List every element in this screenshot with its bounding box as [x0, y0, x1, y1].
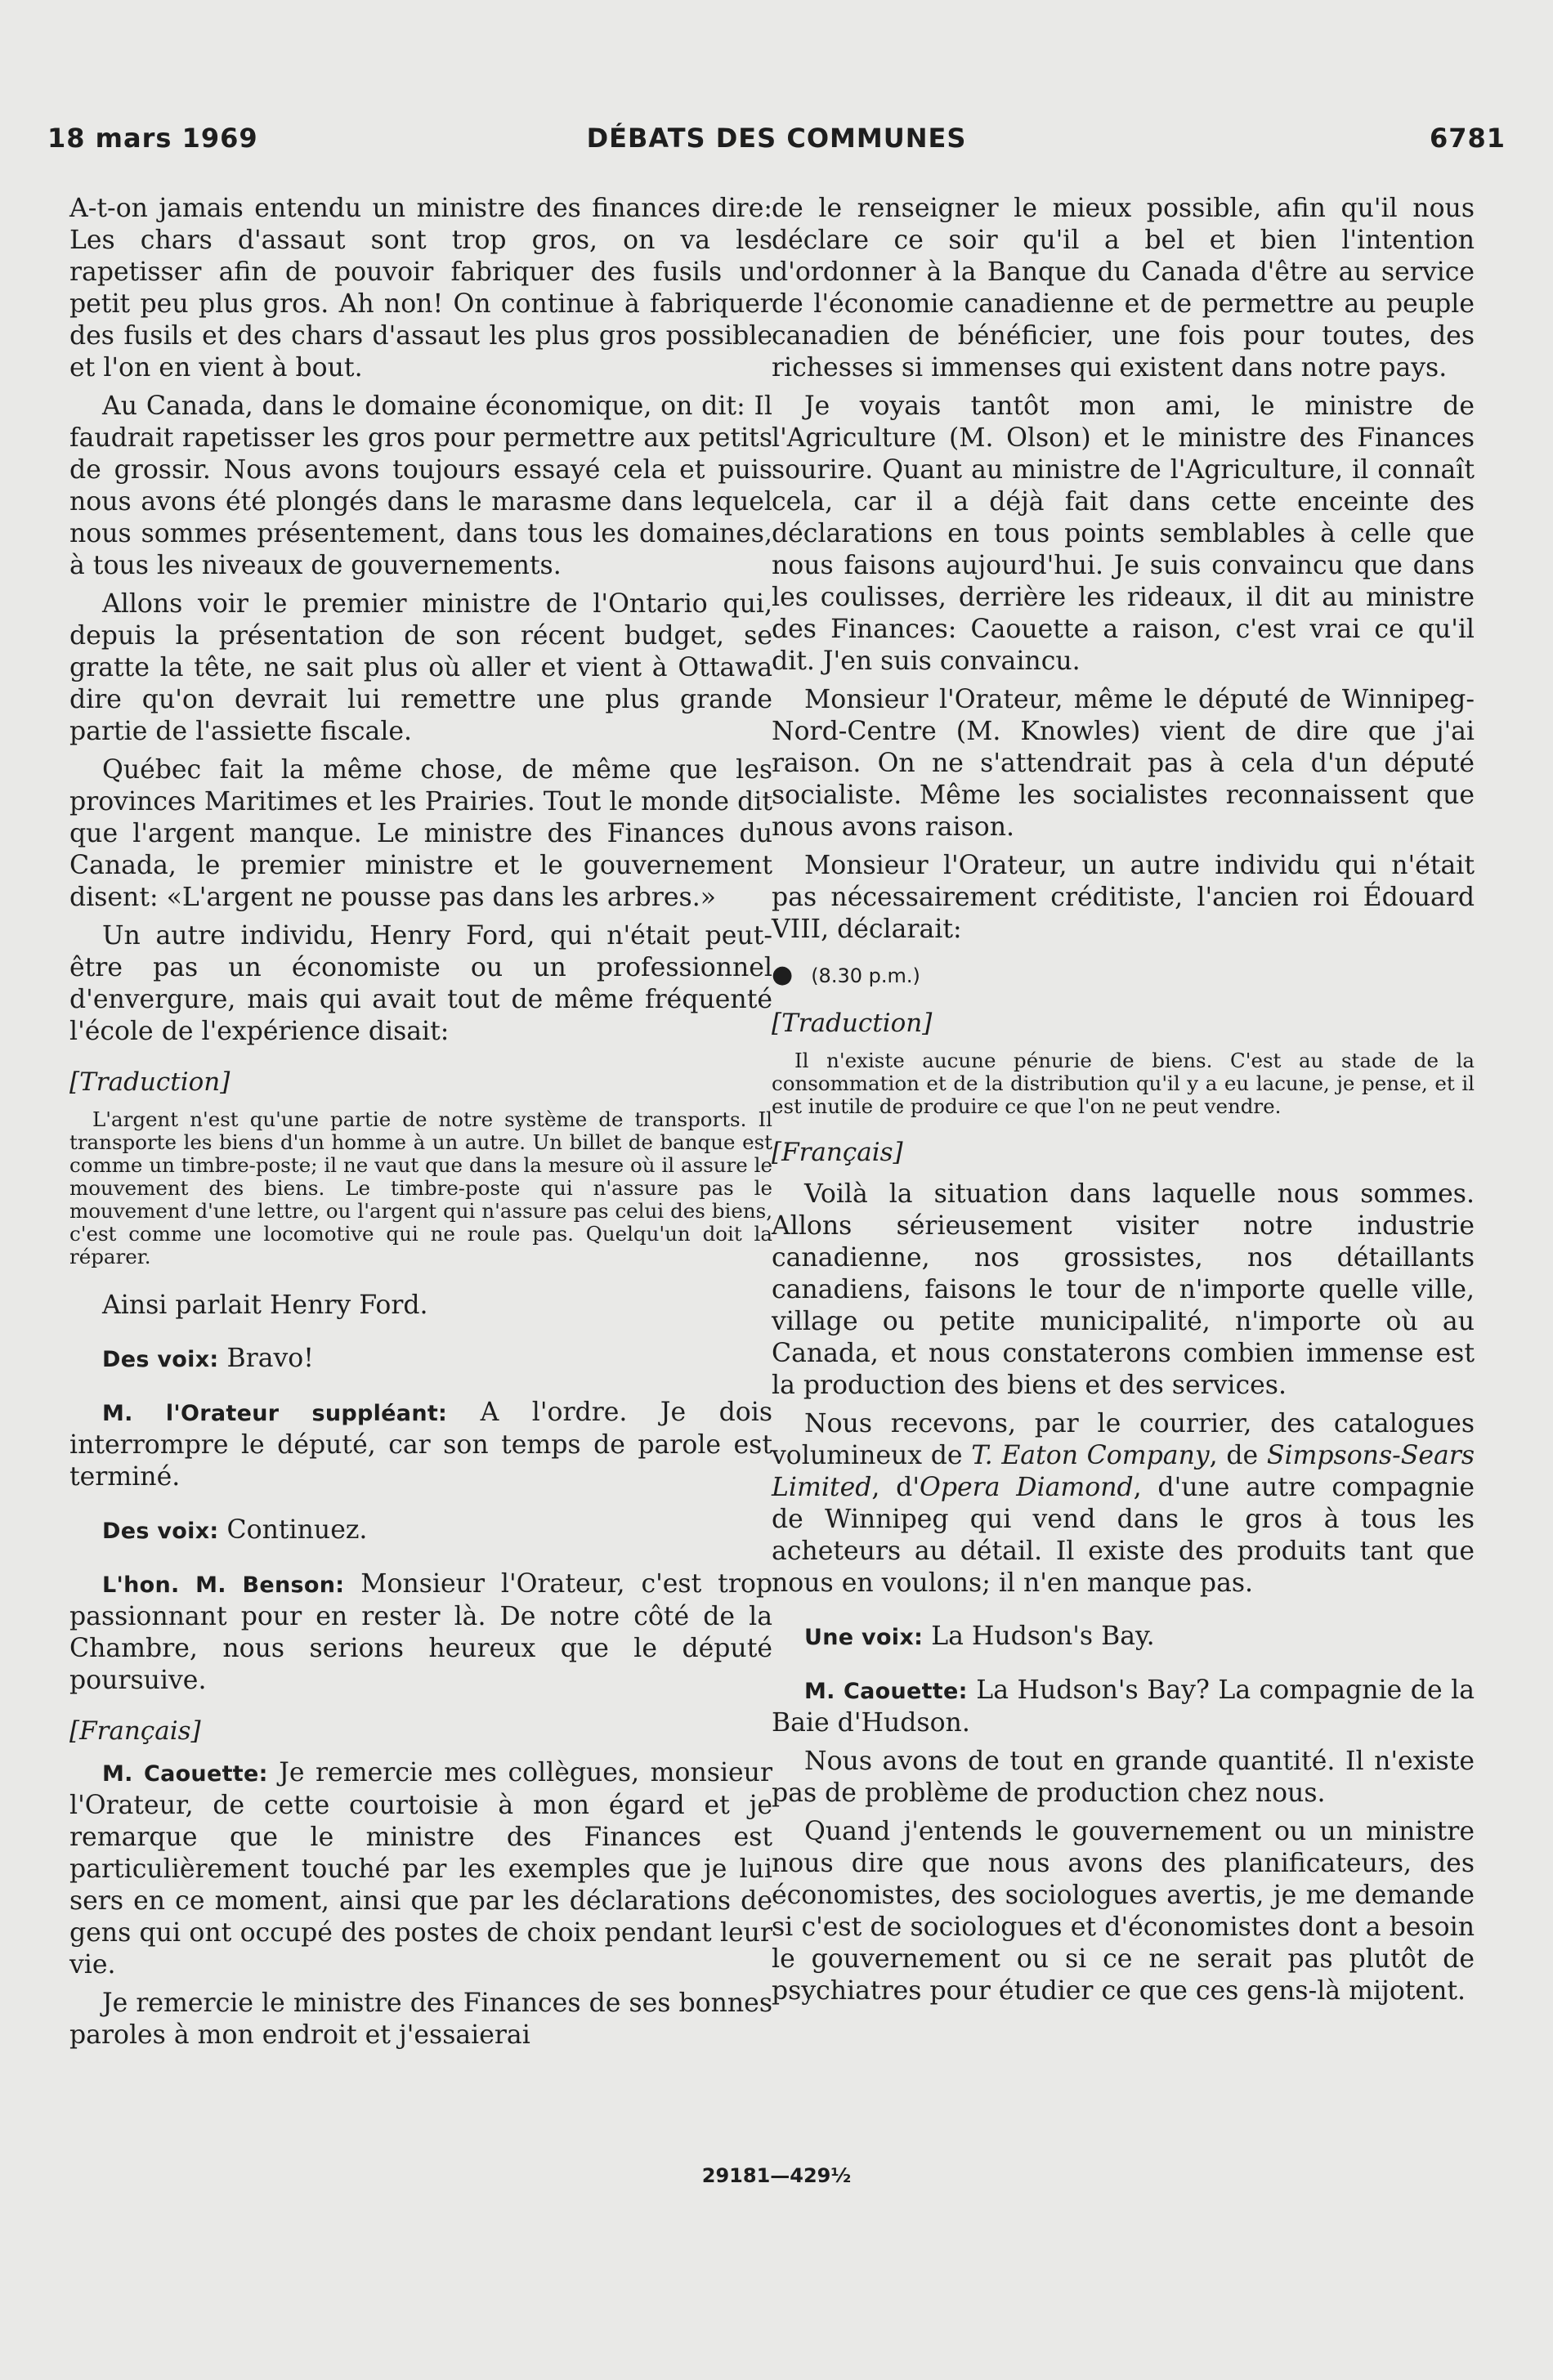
paragraph: Nous avons de tout en grande quantité. Il n'existe pas de problème de production chez nous.: [772, 1747, 1475, 1808]
paragraph: Au Canada, dans le domaine économique, on dit: Il faudrait rapetisser les gros pour permettre aux petits de grossir. Nous avons toujours essayé cela et puis nous avons été plongés dans le marasme dans lequel nous sommes présentement, dans tous les domaines, à tous les niveaux de gouvernements.: [69, 391, 772, 580]
text-run: Nous recevons, par le courrier, des catalogues volumineux de: [772, 1409, 1475, 1470]
speech-entry: [772, 1675, 1475, 1739]
speech-text: Continuez.: [218, 1515, 368, 1545]
speaker-name: Des voix:: [102, 1347, 219, 1372]
block-quote: L'argent n'est qu'une partie de notre système de transports. Il transporte les biens d'un homme à un autre. Un billet de banque est comme un timbre-poste; il ne vaut que dans la mesure où il assure le mouvement des biens. Le timbre-poste qui n'assure pas le mouvement d'une lettre, ou l'argent qui n'assure pas celui des biens, c'est comme une locomotive qui ne roule pas. Quelqu'un doit la réparer.: [69, 1107, 772, 1268]
page-header: [47, 123, 1506, 172]
speaker-name: M. Caouette:: [804, 1679, 968, 1704]
speech-text: La Hudson's Bay.: [923, 1622, 1155, 1651]
paragraph: Ainsi parlait Henry Ford.: [102, 1291, 428, 1320]
header-page-number: 6781: [1429, 123, 1506, 154]
paragraph: A-t-on jamais entendu un ministre des finances dire: Les chars d'assaut sont trop gros, on va les rapetisser afin de pouvoir fabriquer des fusils un petit peu plus gros. Ah non! On continue à fabriquer des fusils et des chars d'assaut les plus gros possible et l'on en vient à bout.: [69, 194, 772, 382]
section-tag: [Traduction]: [772, 1009, 933, 1038]
time-stamp: (8.30 p.m.): [811, 964, 920, 987]
company-name: Opera Diamond: [920, 1473, 1134, 1502]
paragraph: [772, 1408, 1475, 1599]
speech-entry: [69, 1514, 772, 1547]
paragraph: Québec fait la même chose, de même que les provinces Maritimes et les Prairies. Tout le monde dit que l'argent manque. Le ministre des Finances du Canada, le premier ministre et le gouvernement disent: «L'argent ne pousse pas dans les arbres.»: [69, 755, 772, 912]
section-tag: [Français]: [772, 1138, 903, 1167]
text-run: , de: [1209, 1441, 1267, 1470]
header-title: DÉBATS DES COMMUNES: [586, 123, 967, 154]
speech-text: Bravo!: [218, 1344, 314, 1373]
paragraph: Quand j'entends le gouvernement ou un ministre nous dire que nous avons des planificateurs, des économistes, des sociologues avertis, je me demande si c'est de sociologues et d'économistes dont a besoin le gouvernement ou si ce ne serait pas plutôt de psychiatres pour étudier ce que ces gens-là mijotent.: [772, 1817, 1475, 2006]
speaker-name: L'hon. M. Benson:: [102, 1572, 345, 1598]
paragraph: Monsieur l'Orateur, même le député de Winnipeg-Nord-Centre (M. Knowles) vient de dire que j'ai raison. On ne s'attendrait pas à cela d'un député socialiste. Même les socialistes reconnaissent que nous avons raison.: [772, 685, 1475, 842]
speaker-name: Une voix:: [804, 1625, 924, 1650]
speech-entry: [772, 1621, 1475, 1653]
speech-entry: [69, 1397, 772, 1493]
section-tag: [Français]: [69, 1716, 201, 1746]
paragraph: Je voyais tantôt mon ami, le ministre de l'Agriculture (M. Olson) et le ministre des Finances sourire. Quant au ministre de l'Agriculture, il connaît cela, car il a déjà fait dans cette enceinte des déclarations en tous points semblables à celle que nous faisons aujourd'hui. Je suis convaincu que dans les coulisses, derrière les rideaux, il dit au ministre des Finances: Caouette a raison, c'est vrai ce qu'il dit. J'en suis convaincu.: [772, 391, 1475, 676]
speech-text: La Hudson's Bay? La compagnie de la Baie d'Hudson.: [772, 1675, 1475, 1738]
paragraph: Voilà la situation dans laquelle nous sommes. Allons sérieusement visiter notre industrie canadienne, nos grossistes, nos détaillants canadiens, faisons le tour de n'importe quelle ville, village ou petite municipalité, n'importe où au Canada, et nous constaterons combien immense est la production des biens et des services.: [772, 1179, 1475, 1400]
speech-text: A l'ordre. Je dois interrompre le député, car son temps de parole est terminé.: [69, 1398, 772, 1492]
paragraph: Monsieur l'Orateur, un autre individu qui n'était pas nécessairement créditiste, l'ancien roi Édouard VIII, déclarait:: [772, 851, 1475, 944]
section-tag: [Traduction]: [69, 1067, 230, 1097]
left-column: [69, 193, 772, 2058]
header-date: 18 mars 1969: [47, 123, 258, 154]
text-run: , d'une autre compagnie de Winnipeg qui vend dans le gros à tous les acheteurs au détail. Il existe des produits tant que nous en voulons; il n'en manque pas.: [772, 1473, 1475, 1598]
time-marker: [772, 960, 1475, 989]
page-footer: 29181—429½: [701, 2164, 852, 2187]
paragraph: Un autre individu, Henry Ford, qui n'était peut-être pas un économiste ou un professionnel d'envergure, mais qui avait tout de même fréquenté l'école de l'expérience disait:: [69, 921, 772, 1046]
speech-entry: [69, 1343, 772, 1376]
paragraph: de le renseigner le mieux possible, afin qu'il nous déclare ce soir qu'il a bel et bien l'intention d'ordonner à la Banque du Canada d'être au service de l'économie canadienne et de permettre au peuple canadien de bénéficier, une fois pour toutes, des richesses si immenses qui existent dans notre pays.: [772, 194, 1475, 382]
speech-entry: [69, 1568, 772, 1697]
company-name: T. Eaton Company: [971, 1441, 1210, 1470]
paragraph: Allons voir le premier ministre de l'Ontario qui, depuis la présentation de son récent budget, se gratte la tête, ne sait plus où aller et vient à Ottawa dire qu'on devrait lui remettre une plus grande partie de l'assiette fiscale.: [69, 589, 772, 746]
speech-entry: [69, 1757, 772, 1981]
speech-text: Je remercie mes collègues, monsieur l'Orateur, de cette courtoisie à mon égard et je remarque que le ministre des Finances est particulièrement touché par les exemples que je lui sers en ce moment, ainsi que par les déclarations de gens qui ont occupé des postes de choix pendant leur vie.: [69, 1758, 772, 1980]
right-column: [772, 193, 1475, 2014]
speaker-name: M. Caouette:: [102, 1761, 268, 1787]
paragraph: Je remercie le ministre des Finances de ses bonnes paroles à mon endroit et j'essaierai: [69, 1989, 772, 2050]
company-name: Simpsons-Sears Limited: [772, 1441, 1475, 1502]
speaker-name: Des voix:: [102, 1519, 219, 1544]
block-quote: Il n'existe aucune pénurie de biens. C'est au stade de la consommation et de la distribution qu'il y a eu lacune, je pense, et il est inutile de produire ce que l'on ne peut vendre.: [772, 1049, 1475, 1118]
speaker-name: M. l'Orateur suppléant:: [102, 1401, 448, 1426]
speech-text: Monsieur l'Orateur, c'est trop passionnant pour en rester là. De notre côté de la Chambre, nous serions heureux que le député poursuive.: [69, 1569, 772, 1695]
text-run: , d': [871, 1473, 920, 1502]
bullet-icon: ●: [772, 960, 794, 989]
